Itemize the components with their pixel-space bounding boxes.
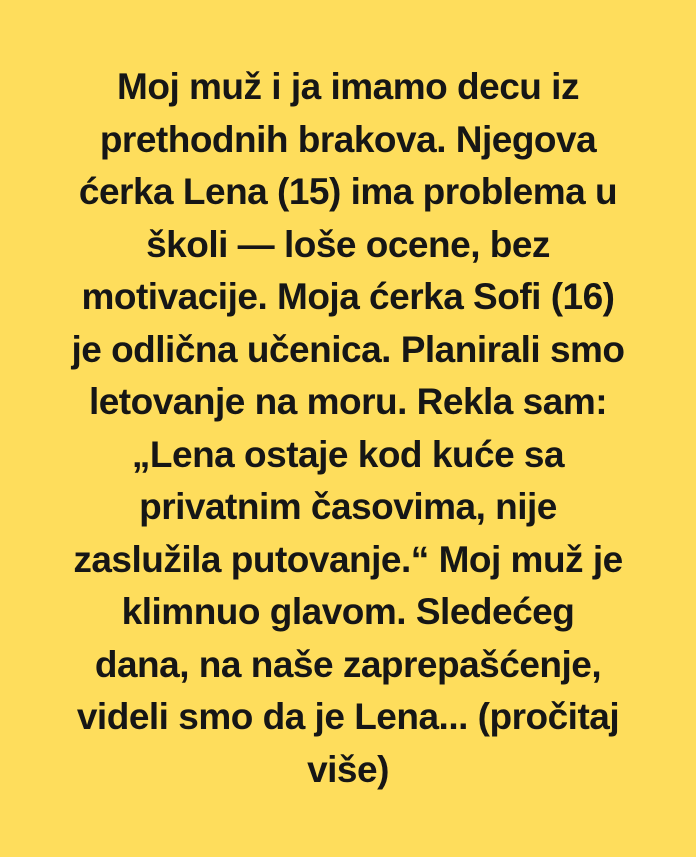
read-more-teaser-line: videli smo da je Lena... (pročitaj	[76, 696, 620, 737]
read-more-teaser-line: više)	[307, 748, 389, 790]
story-text-line: privatnim časovima, nije	[139, 486, 557, 527]
story-text-line: ćerka Lena (15) ima problema u	[78, 171, 618, 212]
story-text-line: motivacije. Moja ćerka Sofi (16)	[81, 276, 615, 317]
story-text-line: je odlična učenica. Planirali smo	[71, 328, 625, 370]
story-text	[0, 61, 696, 796]
story-text-line: „Lena ostaje kod kuće sa	[131, 433, 565, 475]
story-text-line: školi — loše ocene, bez	[146, 223, 550, 265]
story-text-line: letovanje na moru. Rekla sam:	[88, 381, 608, 422]
story-text-line: zaslužila putovanje.“ Moj muž je	[73, 538, 623, 580]
story-text-line: klimnuo glavom. Sledećeg	[121, 591, 575, 632]
story-text-line: Moj muž i ja imamo decu iz	[117, 66, 579, 107]
story-text-line: prethodnih brakova. Njegova	[99, 118, 597, 160]
story-text-line: dana, na naše zaprepašćenje,	[94, 643, 602, 685]
